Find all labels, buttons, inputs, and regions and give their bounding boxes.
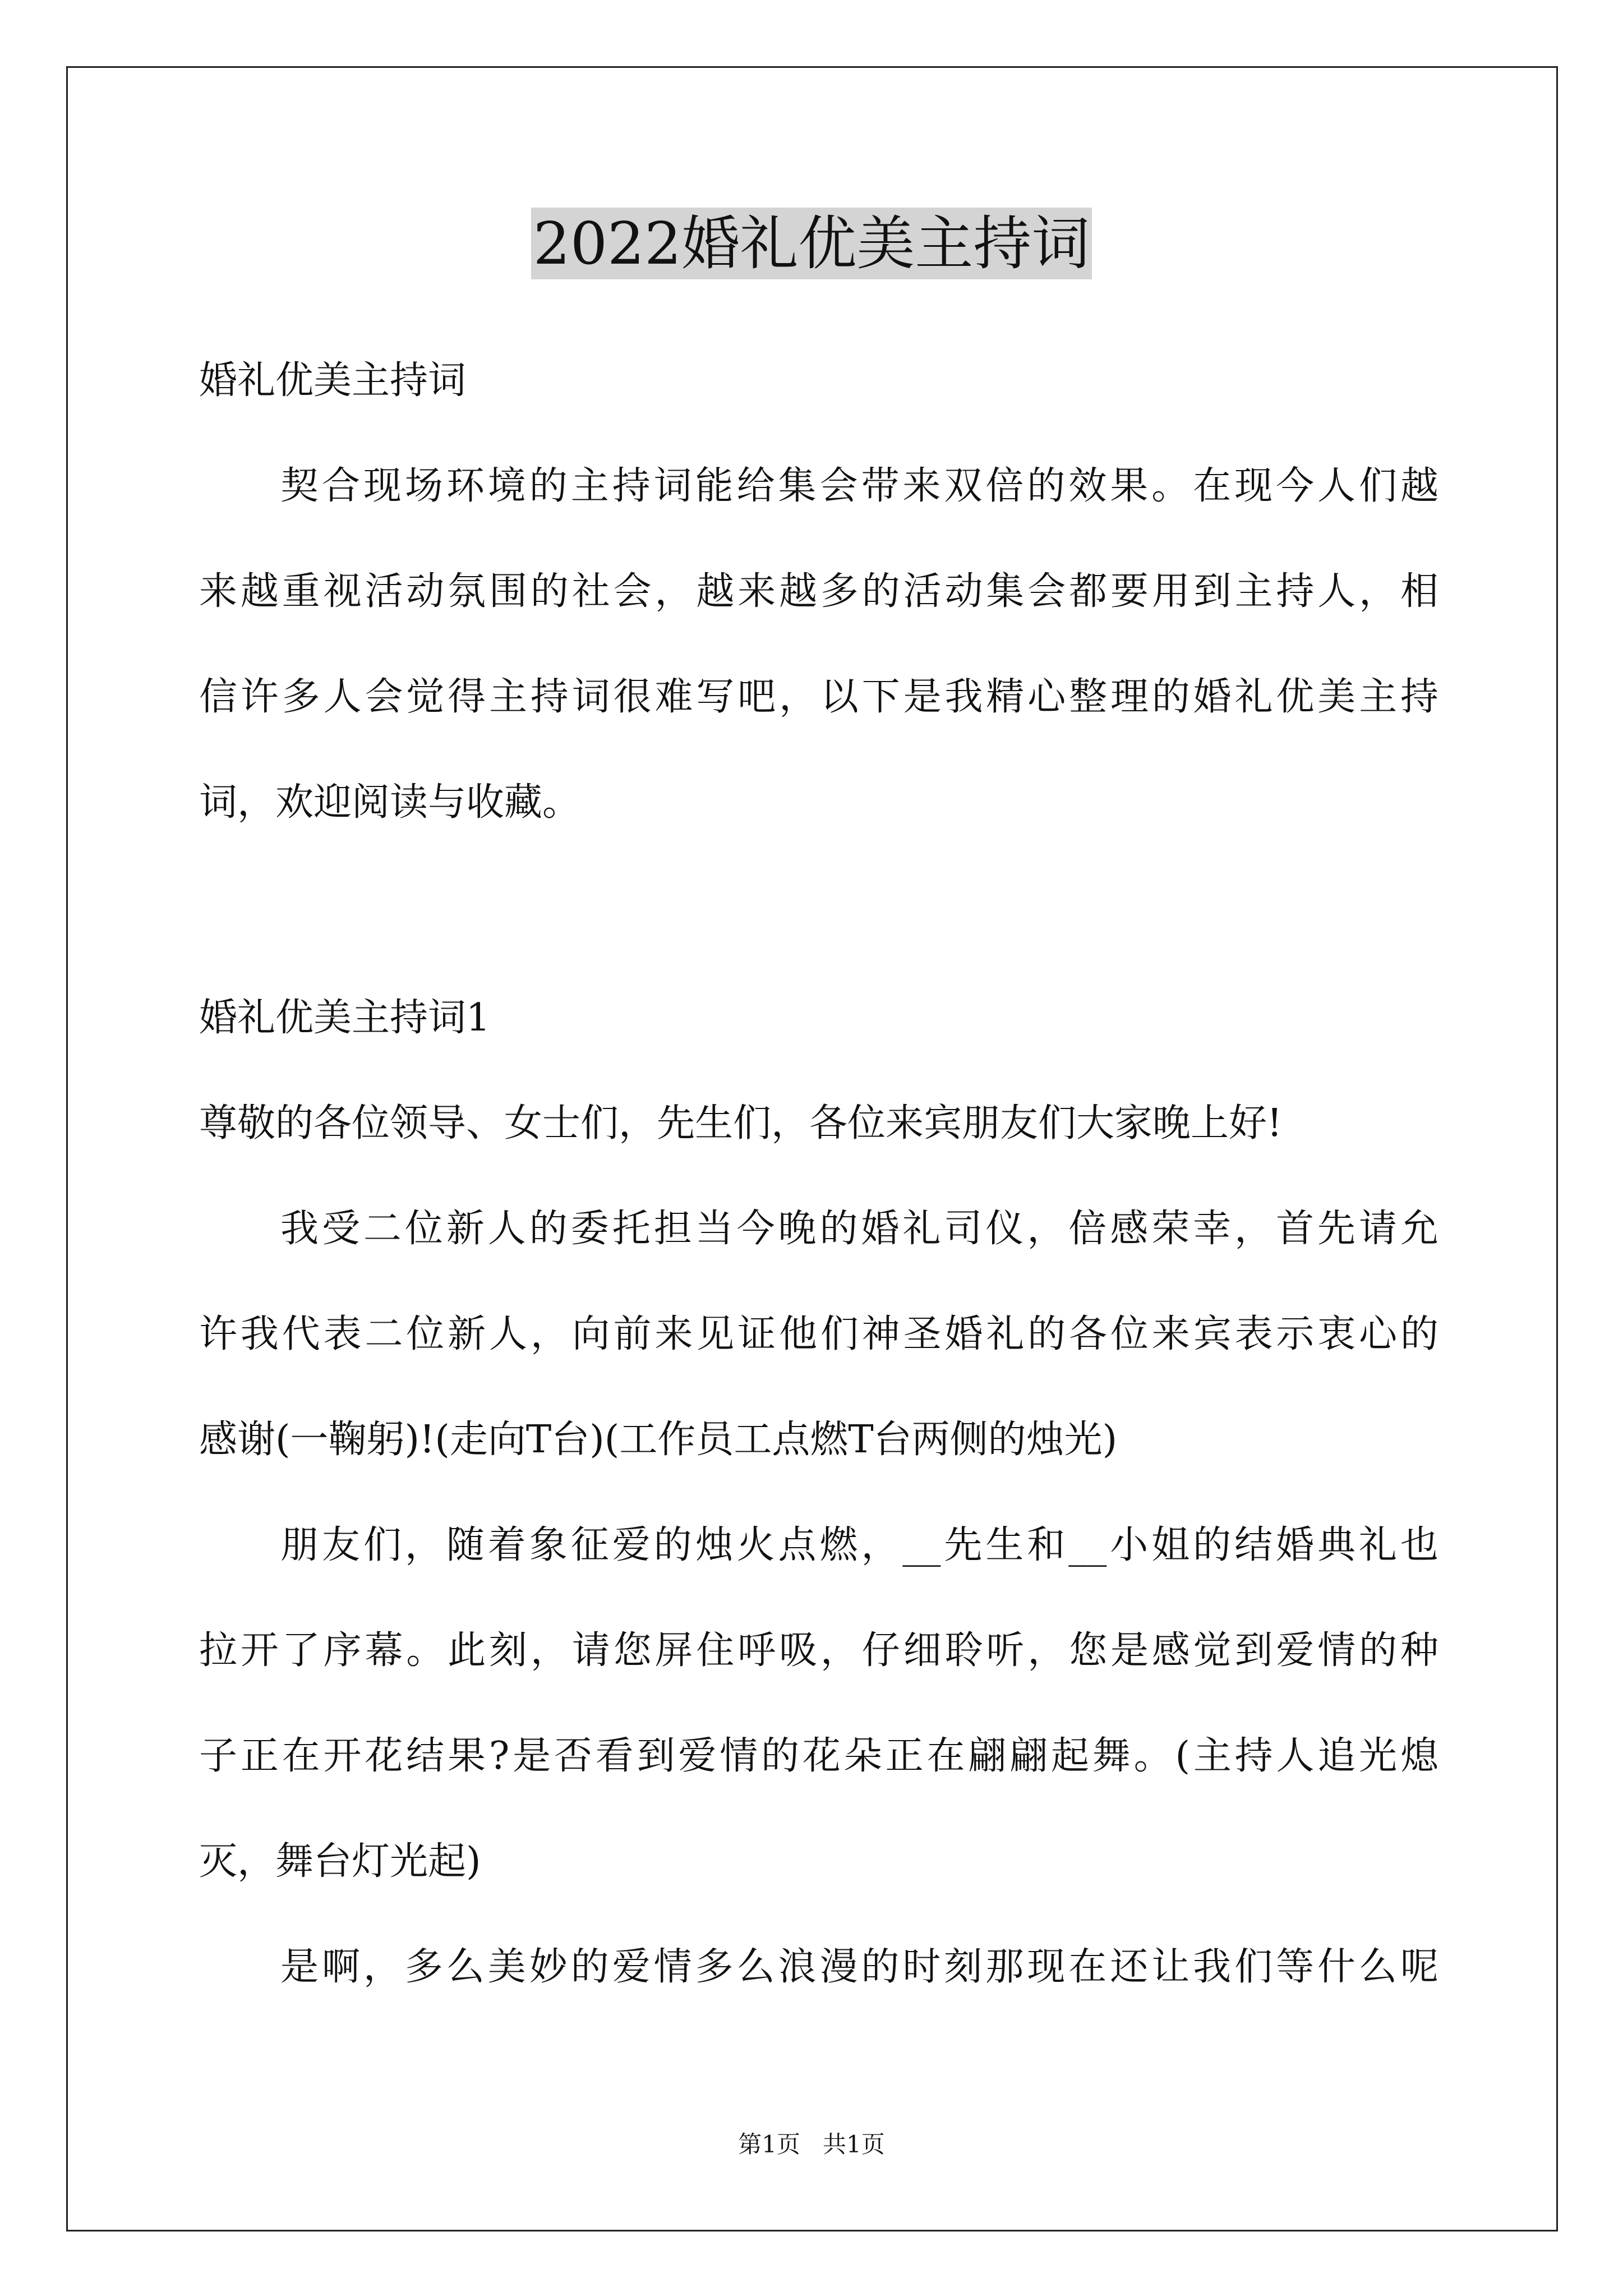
intro-line-4: 词，欢迎阅读与收藏。 (199, 780, 581, 825)
subtitle: 婚礼优美主持词 (199, 358, 467, 403)
greeting-line: 尊敬的各位领导、女士们，先生们，各位来宾朋友们大家晚上好! (199, 1101, 1283, 1145)
page-footer: 第1页 共1页 (738, 2131, 885, 2158)
intro-line-2: 来越重视活动氛围的社会，越来越多的活动集会都要用到主持人，相 (199, 569, 1438, 614)
para2-line-4: 灭，舞台灯光起) (199, 1839, 481, 1884)
para1-line-2: 许我代表二位新人，向前来见证他们神圣婚礼的各位来宾表示衷心的 (199, 1312, 1438, 1356)
document-title: 2022婚礼优美主持词 (531, 208, 1092, 279)
intro-line-1: 契合现场环境的主持词能给集会带来双倍的效果。在现今人们越 (280, 464, 1438, 508)
intro-line-3: 信许多人会觉得主持词很难写吧，以下是我精心整理的婚礼优美主持 (199, 675, 1438, 719)
section-heading: 婚礼优美主持词1 (199, 996, 491, 1040)
para2-line-1: 朋友们，随着象征爱的烛火点燃，__先生和__小姐的结婚典礼也 (280, 1523, 1438, 1567)
para2-line-2: 拉开了序幕。此刻，请您屏住呼吸，仔细聆听，您是感觉到爱情的种 (199, 1628, 1438, 1673)
para2-line-3: 子正在开花结果?是否看到爱情的花朵正在翩翩起舞。(主持人追光熄 (199, 1734, 1438, 1778)
para1-line-3: 感谢(一鞠躬)!(走向T台)(工作员工点燃T台两侧的烛光) (199, 1418, 1118, 1462)
title-container (0, 208, 1623, 279)
para1-line-1: 我受二位新人的委托担当今晚的婚礼司仪，倍感荣幸，首先请允 (280, 1207, 1438, 1251)
para3-line-1: 是啊，多么美妙的爱情多么浪漫的时刻那现在还让我们等什么呢 (280, 1945, 1438, 1989)
